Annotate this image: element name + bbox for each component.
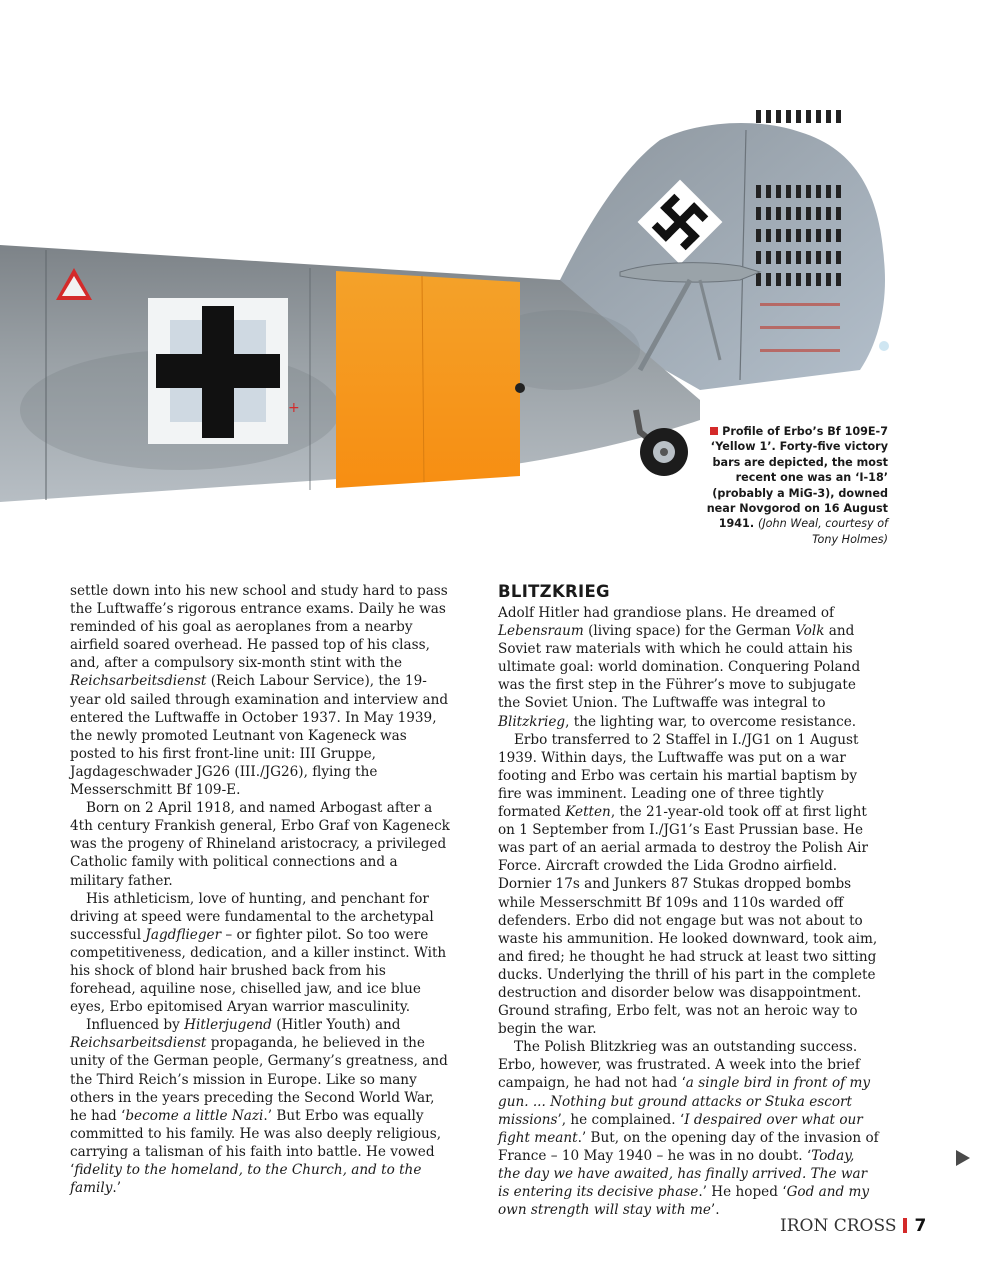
right-column-paragraph <box>498 731 880 1039</box>
text-run: – or fighter pilot. So too were competitiveness, dedication, and a killer instinct. With his shock of blond hair brushed back from his forehead, aquiline nose, chiselled jaw, and ice blue eyes, Erbo epitomised Aryan warrior masculinity. <box>70 926 447 1016</box>
italic-text: Today, the day we have awaited, has finally arrived. The war is entering its decisive phase <box>498 1147 868 1200</box>
fuselage-balkenkreuz <box>148 298 288 444</box>
text-run: , the lighting war, to overcome resistance. <box>565 713 857 730</box>
text-run: and Soviet raw materials with which he could attain his ultimate goal: world domination. Conquering Poland was the first step in the Führer’s move to subjugate the Soviet Union. The Luftwaffe was integral to <box>498 623 861 712</box>
right-column-paragraph <box>498 1038 880 1219</box>
text-run: ’, he complained. ‘ <box>557 1111 685 1128</box>
fuselage-yellow-band <box>336 271 520 488</box>
text-run: propaganda, he believed in the unity of the German people, Germany’s greatness, and the Third Reich’s mission in Europe. Like so many others in the years preceding the Second World War, he had ‘ <box>70 1035 448 1124</box>
text-run: .’ But Erbo was equally committed to his family. He was also deeply religious, carrying a talisman of his faith into battle. He vowed ‘ <box>70 1107 442 1178</box>
text-run: Influenced by <box>86 1017 185 1034</box>
text-run: .’ But, on the opening day of the invasion of France – 10 May 1940 – he was in no doubt. ‘ <box>498 1129 879 1164</box>
italic-text: Volk <box>795 623 825 640</box>
italic-text: become a little Nazi <box>125 1107 264 1124</box>
text-run: Erbo transferred to 2 Staffel in I./JG1 on 1 August 1939. Within days, the Luftwaffe was put on a war footing and Erbo was certain his martial baptism by fire was imminent. Leading one of three tightly formated <box>498 731 859 821</box>
text-run: (Hitler Youth) and <box>271 1017 401 1034</box>
italic-text: Ketten <box>565 804 611 821</box>
page-footer <box>780 1216 930 1236</box>
left-column-paragraph <box>70 1016 452 1197</box>
italic-text: a single bird in front of my gun. ... Nothing but ground attacks or Stuka escort missions <box>498 1075 871 1128</box>
text-run: .’ <box>112 1180 122 1197</box>
right-column-paragraph <box>498 604 880 731</box>
section-heading: BLITZKRIEG <box>498 582 610 601</box>
right-column-body <box>498 604 880 1219</box>
right-triangle-arrow-icon <box>956 1150 970 1166</box>
text-run: .’ He hoped ‘ <box>698 1184 787 1200</box>
text-run: (Reich Labour Service), the 19-year old sailed through examination and interview and entered the Luftwaffe in October 1937. In May 1939, the newly promoted Leutnant von Kageneck was posted to his first front-line unit: III Gruppe, Jagdageschwader JG26 (III./JG26), flying the Messerschmitt Bf 109-E. <box>70 673 449 799</box>
italic-text: God and my own strength will stay with me <box>498 1184 870 1219</box>
caption-credit: (John Weal, courtesy of Tony Holmes) <box>757 517 888 546</box>
text-run: The Polish Blitzkrieg was an outstanding success. Erbo, however, was frustrated. A week into the brief campaign, he had not had ‘ <box>498 1039 860 1092</box>
caption-text: Profile of Erbo’s Bf 109E-7 ‘Yellow 1’. Forty-five victory bars are depicted, the most recent one was an ‘I-18’ (probably a MiG-3), downed near Novgorod on 16 August 1941. <box>706 425 888 531</box>
magazine-title: IRON CROSS <box>780 1216 897 1236</box>
italic-text: Jagdflieger <box>145 926 222 943</box>
text-run: His athleticism, love of hunting, and penchant for driving at speed were fundamental to the archetypal successful <box>70 890 434 943</box>
image-caption <box>700 424 888 547</box>
italic-text: Reichsarbeitsdienst <box>70 673 207 690</box>
text-run: settle down into his new school and study hard to pass the Luftwaffe’s rigorous entrance exams. Daily he was reminded of his goal as aeroplanes from a nearby airfield soared overhead. He passed top of his class, and, after a compulsory six-month stint with the <box>70 583 448 672</box>
page-number: 7 <box>914 1216 927 1236</box>
right-column <box>498 582 880 1219</box>
left-column-paragraph <box>70 890 452 1017</box>
text-run: Born on 2 April 1918, and named Arbogast after a 4th century Frankish general, Erbo Graf von Kageneck was the progeny of Rhineland aristocracy, a privileged Catholic family with political connections and a military father. <box>70 800 450 889</box>
footer-divider <box>903 1218 907 1233</box>
italic-text: I despaired over what our fight meant <box>498 1111 863 1146</box>
left-column-paragraph <box>70 799 452 889</box>
text-run: , the 21-year-old took off at first light on 1 September from I./JG1’s East Prussian base. He was part of an aerial armada to destroy the Polish Air Force. Aircraft crowded the Lida Grodno airfield. Dornier 17s and Junkers 87 Stukas dropped bombs while Messerschmitt Bf 109s and 110s warded off defenders. Erbo did not engage but was not about to waste his ammunition. He looked downward, took aim, and fired; he thought he had struck at least two sitting ducks. Underlying the thrill of his part in the complete destruction and disorder below was disappointment. Ground strafing, Erbo felt, was not an heroic way to begin the war. <box>498 804 878 1038</box>
text-run: ’. <box>710 1202 720 1219</box>
left-column-paragraph <box>70 582 452 799</box>
text-run: (living space) for the German <box>583 623 796 640</box>
svg-text:+: + <box>288 400 300 416</box>
italic-text: fidelity to the homeland, to the Church, and to the family <box>70 1162 422 1197</box>
italic-text: Hitlerjugend <box>184 1017 272 1034</box>
italic-text: Reichsarbeitsdienst <box>70 1035 207 1052</box>
left-column <box>70 582 452 1197</box>
italic-text: Blitzkrieg <box>498 713 566 730</box>
italic-text: Lebensraum <box>498 623 584 640</box>
text-run: Adolf Hitler had grandiose plans. He dreamed of <box>498 605 835 621</box>
caption-marker <box>710 427 718 435</box>
